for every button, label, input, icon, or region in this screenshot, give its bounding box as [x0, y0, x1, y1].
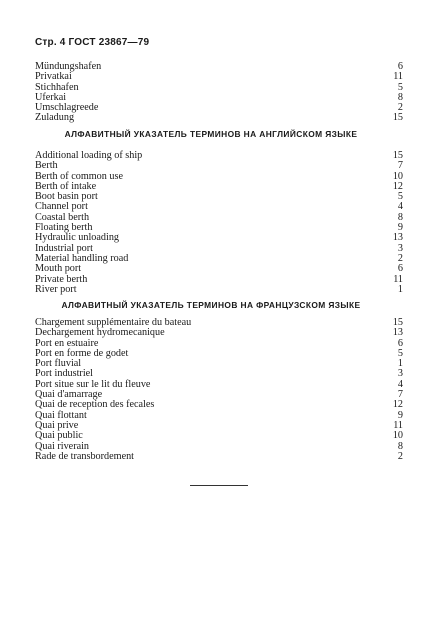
- entry-number: 15: [392, 317, 403, 328]
- french-terms-list: [35, 318, 405, 462]
- entry-term: Quai de reception des fecales: [35, 399, 155, 411]
- entry-number: 2: [397, 102, 403, 114]
- index-entry: [35, 83, 405, 93]
- entry-number: 6: [397, 337, 403, 349]
- entry-number: 9: [397, 409, 403, 421]
- entry-term: Additional loading of ship: [35, 150, 143, 161]
- entry-number: 2: [397, 252, 403, 264]
- index-entry: [35, 275, 405, 285]
- index-entry: [35, 285, 405, 295]
- entry-number: 4: [397, 378, 403, 390]
- entry-term: Quai prive: [35, 419, 79, 431]
- index-entry: [35, 72, 405, 82]
- entry-term: Quai public: [35, 430, 83, 442]
- entry-term: Floating berth: [35, 222, 93, 234]
- index-entry: [35, 452, 405, 462]
- entry-term: Hydraulic unloading: [35, 232, 120, 244]
- entry-number: 10: [392, 430, 403, 442]
- entry-number: 7: [397, 389, 403, 401]
- entry-term: Quai flottant: [35, 409, 87, 421]
- entry-number: 13: [392, 232, 403, 244]
- entry-number: 5: [397, 81, 403, 93]
- index-entry: [35, 113, 405, 123]
- entry-number: 13: [392, 327, 403, 339]
- entry-term: Quai d'amarrage: [35, 389, 103, 401]
- entry-term: Berth of intake: [35, 180, 97, 192]
- entry-term: Port industriel: [35, 368, 94, 380]
- index-entry: [35, 431, 405, 441]
- entry-number: 8: [397, 91, 403, 103]
- entry-term: Uferkai: [35, 91, 67, 103]
- entry-number: 5: [397, 191, 403, 203]
- entry-number: 1: [397, 358, 403, 370]
- entry-number: 15: [392, 150, 403, 161]
- entry-number: 3: [397, 242, 403, 254]
- page-number: Стр. 4: [35, 37, 66, 48]
- english-index-heading: АЛФАВИТНЫЙ УКАЗАТЕЛЬ ТЕРМИНОВ НА АНГЛИЙСКОМ ЯЗЫКЕ: [64, 129, 358, 139]
- entry-number: 12: [392, 180, 403, 192]
- index-entry: [35, 349, 405, 359]
- entry-term: Dechargement hydromecanique: [35, 327, 165, 339]
- entry-number: 11: [393, 419, 403, 431]
- entry-term: Chargement supplémentaire du bateau: [35, 317, 192, 328]
- index-entry: [35, 202, 405, 212]
- index-entry: [35, 192, 405, 202]
- entry-number: 1: [397, 283, 403, 295]
- entry-term: Berth: [35, 160, 58, 172]
- french-index-heading: АЛФАВИТНЫЙ УКАЗАТЕЛЬ ТЕРМИНОВ НА ФРАНЦУЗСКОМ ЯЗЫКЕ: [61, 300, 361, 310]
- index-entry: [35, 151, 405, 161]
- index-entry: [35, 62, 405, 72]
- entry-term: Umschlagreede: [35, 102, 99, 114]
- entry-number: 7: [397, 160, 403, 172]
- entry-number: 5: [397, 347, 403, 359]
- entry-term: Port fluvial: [35, 358, 82, 370]
- entry-number: 4: [397, 201, 403, 213]
- index-entry: [35, 411, 405, 421]
- entry-term: Boot basin port: [35, 191, 98, 203]
- entry-term: Quai riverain: [35, 440, 90, 452]
- entry-number: 6: [397, 263, 403, 275]
- entry-number: 8: [397, 440, 403, 452]
- entry-number: 9: [397, 222, 403, 234]
- entry-number: 3: [397, 368, 403, 380]
- entry-term: Port situe sur le lit du fleuve: [35, 378, 151, 390]
- entry-term: Material handling road: [35, 252, 129, 264]
- entry-number: 6: [397, 61, 403, 72]
- english-terms-list: [35, 151, 405, 295]
- entry-number: 2: [397, 450, 403, 462]
- entry-term: Port en forme de godet: [35, 347, 129, 359]
- index-entry: [35, 400, 405, 410]
- german-terms-list: [35, 62, 405, 124]
- end-divider: [190, 485, 248, 486]
- page-header: [35, 37, 149, 48]
- entry-number: 15: [392, 112, 403, 124]
- entry-term: Channel port: [35, 201, 88, 213]
- index-entry: [35, 421, 405, 431]
- entry-term: Industrial port: [35, 242, 94, 254]
- index-entry: [35, 264, 405, 274]
- entry-term: Stichhafen: [35, 81, 79, 93]
- entry-number: 12: [392, 399, 403, 411]
- entry-term: Mouth port: [35, 263, 82, 275]
- entry-term: Private berth: [35, 273, 88, 285]
- index-entry: [35, 103, 405, 113]
- entry-term: Coastal berth: [35, 211, 90, 223]
- entry-number: 11: [393, 273, 403, 285]
- entry-term: River port: [35, 283, 77, 295]
- standard-title: ГОСТ 23867—79: [68, 37, 150, 48]
- entry-term: Zuladung: [35, 112, 75, 124]
- entry-term: Mündungshafen: [35, 61, 102, 72]
- entry-number: 10: [392, 170, 403, 182]
- index-entry: [35, 254, 405, 264]
- entry-term: Rade de transbordement: [35, 450, 135, 462]
- entry-term: Privatkai: [35, 71, 72, 83]
- entry-term: Berth of common use: [35, 170, 123, 182]
- entry-term: Port en estuaire: [35, 337, 99, 349]
- entry-number: 8: [397, 211, 403, 223]
- entry-number: 11: [393, 71, 403, 83]
